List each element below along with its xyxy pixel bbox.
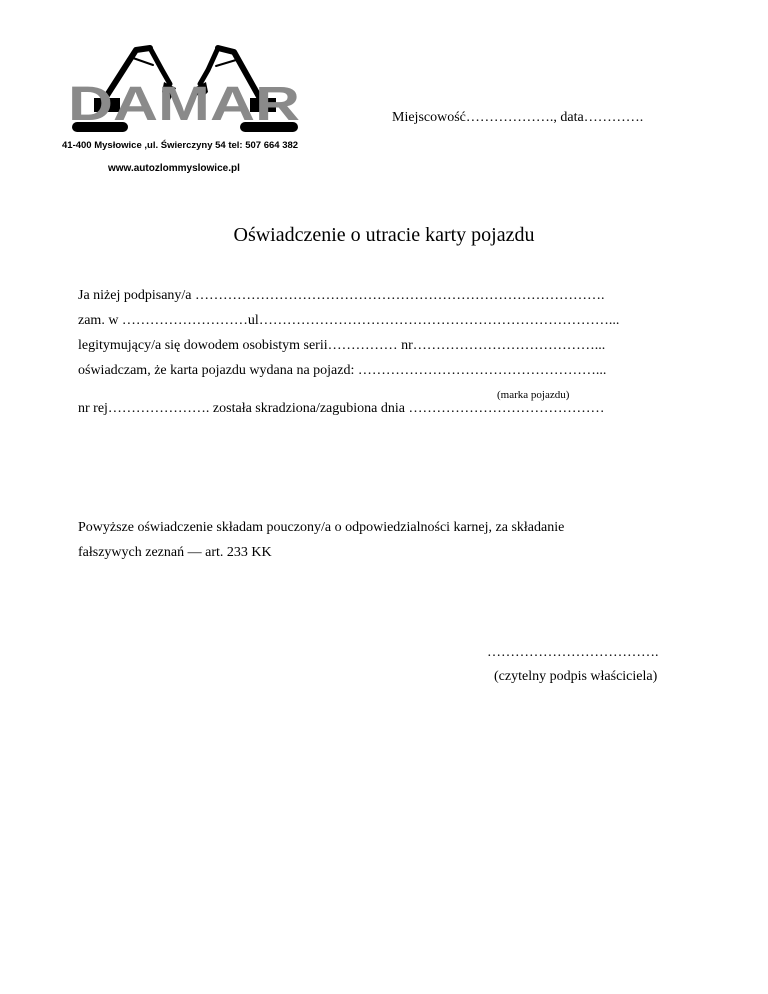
signature-label: (czytelny podpis właściciela)	[494, 669, 658, 684]
excavator-logo-icon	[58, 40, 308, 140]
name-line: Ja niżej podpisany/a …………………………………………………………………………….	[78, 288, 605, 303]
vehicle-line: oświadczam, że karta pojazdu wydana na pojazd: ……………………………………………...	[78, 363, 607, 378]
company-website: www.autozlommyslowice.pl	[108, 163, 240, 174]
document-title: Oświadczenie o utracie karty pojazdu	[233, 224, 535, 246]
address-line: zam. w ………………………ul…………………………………………………………………...	[78, 313, 620, 328]
id-card-line: legitymujący/a się dowodem osobistym serii…………… nr…………………………………...	[78, 338, 606, 353]
company-address: 41-400 Mysłowice ,ul. Świerczyny 54 tel: 507 664 382	[62, 140, 299, 151]
logo-text: DAMAR	[68, 78, 300, 131]
company-logo	[58, 40, 308, 140]
vehicle-brand-caption: (marka pojazdu)	[497, 389, 570, 401]
place-date-line: Miejscowość………………., data………….	[392, 110, 644, 125]
registration-line: nr rej…………………. została skradziona/zagubiona dnia ……………………………………	[78, 401, 605, 416]
declaration-line-1: Powyższe oświadczenie składam pouczony/a o odpowiedzialności karnej, za składanie	[78, 520, 565, 535]
declaration-line-2: fałszywych zeznań — art. 233 KK	[78, 545, 272, 560]
signature-dots: ……………………………….	[487, 645, 659, 660]
